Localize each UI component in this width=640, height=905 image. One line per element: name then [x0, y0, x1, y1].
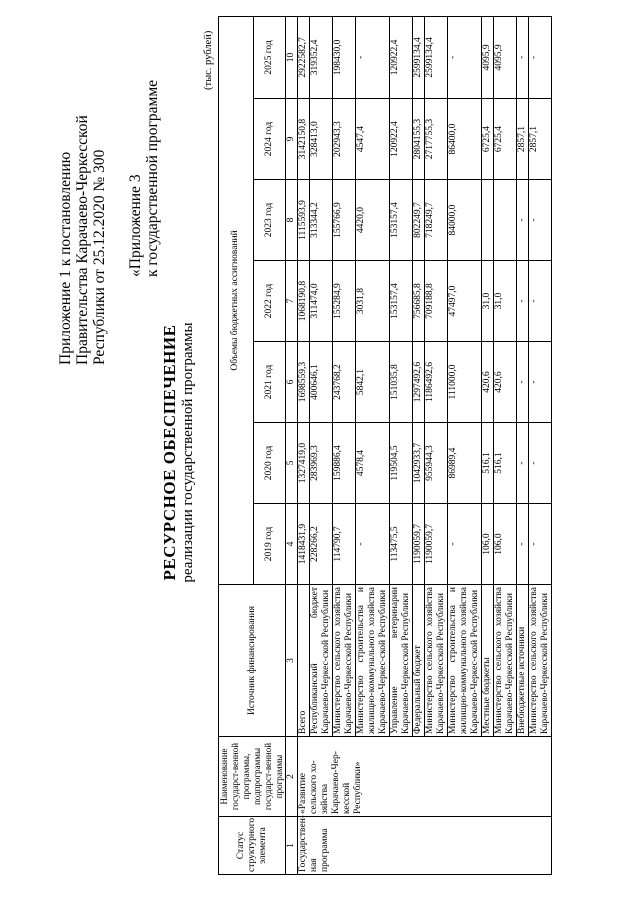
value-cell: 120922,4: [390, 99, 413, 180]
value-cell: -: [517, 16, 529, 98]
value-cell: 6725,4: [494, 99, 517, 180]
value-cell: 243768,2: [333, 342, 356, 423]
value-cell: 313344,2: [310, 180, 333, 261]
value-cell: -: [529, 180, 552, 261]
value-cell: 516,1: [494, 423, 517, 504]
value-cell: 2857,1: [517, 99, 529, 180]
funding-source-cell: Федеральный бюджет: [413, 585, 425, 737]
value-cell: 4578,4: [356, 423, 390, 504]
value-cell: 400646,1: [310, 342, 333, 423]
funding-source-cell: Внебюджетные источники: [517, 585, 529, 737]
funding-source-cell: Министерство сельского хозяйства Карачаево-Черкесской Республики: [529, 585, 552, 737]
annex-line-1: «Приложение 3: [127, 174, 144, 277]
value-cell: -: [517, 261, 529, 342]
value-cell: 1327419,0: [298, 423, 310, 504]
value-cell: 1418431,9: [298, 504, 310, 585]
value-cell: 202943,3: [333, 99, 356, 180]
value-cell: -: [356, 504, 390, 585]
column-number: 3: [286, 585, 298, 737]
value-cell: 5842,1: [356, 342, 390, 423]
value-cell: 1068190,8: [298, 261, 310, 342]
value-cell: 4095,9: [494, 16, 517, 98]
value-cell: -: [448, 16, 482, 98]
resource-table: [218, 16, 552, 875]
value-cell: 228266,2: [310, 504, 333, 585]
value-cell: 4095,9: [482, 16, 494, 98]
value-cell: 111000,0: [448, 342, 482, 423]
funding-source-cell: Министерство строительства и жилищно-коммунального хозяйства Карачаево-Черкес-ской Республики: [356, 585, 390, 737]
header-year: 2023 год: [253, 180, 285, 261]
value-cell: 3142150,8: [298, 99, 310, 180]
value-cell: -: [529, 342, 552, 423]
value-cell: 420,6: [482, 342, 494, 423]
annex-line-2: к государственной программе: [144, 79, 161, 277]
value-cell: 718249,7: [425, 180, 448, 261]
table-row: [298, 16, 310, 874]
header-status: Статус структурного элемента: [219, 817, 286, 875]
value-cell: 756685,8: [413, 261, 425, 342]
value-cell: 319352,4: [310, 16, 333, 98]
value-cell: 31,0: [482, 261, 494, 342]
header-year: 2021 год: [253, 342, 285, 423]
value-cell: 802249,7: [413, 180, 425, 261]
value-cell: 328413,0: [310, 99, 333, 180]
value-cell: 420,6: [494, 342, 517, 423]
column-number: 6: [286, 342, 298, 423]
value-cell: 106,0: [494, 504, 517, 585]
header-year: 2022 год: [253, 261, 285, 342]
funding-source-cell: Управление ветеринарии Карачаево-Черкесской Республики: [390, 585, 413, 737]
value-cell: 1190059,7: [413, 504, 425, 585]
value-cell: 1698559,3: [298, 342, 310, 423]
status-cell: Государствен-ная программа: [298, 817, 552, 875]
value-cell: -: [517, 423, 529, 504]
value-cell: -: [517, 342, 529, 423]
value-cell: -: [356, 16, 390, 98]
value-cell: 4547,4: [356, 99, 390, 180]
column-number: 9: [286, 99, 298, 180]
value-cell: 119504,5: [390, 423, 413, 504]
decree-line-1: Приложение 1 к постановлению: [57, 151, 74, 365]
value-cell: 4420,0: [356, 180, 390, 261]
value-cell: 114790,7: [333, 504, 356, 585]
value-cell: -: [517, 180, 529, 261]
value-cell: 155284,9: [333, 261, 356, 342]
page-title: РЕСУРСНОЕ ОБЕСПЕЧЕНИЕ: [160, 324, 179, 581]
value-cell: [482, 180, 494, 261]
decree-line-3: Республики от 25.12.2020 № 300: [91, 149, 108, 365]
value-cell: -: [529, 16, 552, 98]
value-cell: 1115593,9: [298, 180, 310, 261]
value-cell: -: [529, 504, 552, 585]
funding-source-cell: Всего: [298, 585, 310, 737]
header-source: Источник финансирования: [219, 585, 286, 737]
value-cell: 155766,9: [333, 180, 356, 261]
program-name-cell: «Развитие сельского хо-зяйства Карачаево-Чер-кесской Республики»: [298, 737, 552, 817]
value-cell: 1190059,7: [425, 504, 448, 585]
value-cell: 2717755,3: [425, 99, 448, 180]
value-cell: 86989,4: [448, 423, 482, 504]
value-cell: 6725,4: [482, 99, 494, 180]
value-cell: 153157,4: [390, 261, 413, 342]
value-cell: 311474,0: [310, 261, 333, 342]
value-cell: 1042933,7: [413, 423, 425, 504]
value-cell: 2857,1: [529, 99, 552, 180]
value-cell: [494, 180, 517, 261]
column-number: 5: [286, 423, 298, 504]
column-number: 8: [286, 180, 298, 261]
value-cell: 113475,5: [390, 504, 413, 585]
value-cell: 84000,0: [448, 180, 482, 261]
column-number: 4: [286, 504, 298, 585]
value-cell: -: [529, 423, 552, 504]
value-cell: 151035,8: [390, 342, 413, 423]
header-program-name: Наименование государст-венной программы, подпрограммы государст-венной программы: [219, 737, 286, 817]
decree-line-2: Правительства Карачаево-Черкесской: [74, 115, 91, 365]
value-cell: -: [517, 504, 529, 585]
column-number: 2: [286, 737, 298, 817]
value-cell: -: [529, 261, 552, 342]
value-cell: 955944,3: [425, 423, 448, 504]
value-cell: 153157,4: [390, 180, 413, 261]
funding-source-cell: Местные бюджеты: [482, 585, 494, 737]
funding-source-cell: Министерство сельского хозяйства Карачаево-Черкесской Республики: [425, 585, 448, 737]
header-volumes: Объемы бюджетных ассигнований: [219, 16, 254, 584]
page-subtitle: реализации государственной программы: [180, 322, 196, 583]
value-cell: 31,0: [494, 261, 517, 342]
header-year: 2025 год: [253, 16, 285, 98]
value-cell: 2599134,4: [425, 16, 448, 98]
header-year: 2019 год: [253, 504, 285, 585]
value-cell: 47497,0: [448, 261, 482, 342]
funding-source-cell: Министерство сельского хозяйства Карачаево-Черкесской Республики: [494, 585, 517, 737]
table-body: [298, 16, 552, 874]
value-cell: 3031,8: [356, 261, 390, 342]
value-cell: 120922,4: [390, 16, 413, 98]
value-cell: 106,0: [482, 504, 494, 585]
value-cell: 2599134,4: [413, 16, 425, 98]
value-cell: 283969,3: [310, 423, 333, 504]
value-cell: 2922582,7: [298, 16, 310, 98]
header-year: 2020 год: [253, 423, 285, 504]
column-number: 1: [286, 817, 298, 875]
funding-source-cell: Министерство сельского хозяйства Карачаево-Черкесской Республики: [333, 585, 356, 737]
value-cell: 516,1: [482, 423, 494, 504]
value-cell: 2804155,3: [413, 99, 425, 180]
funding-source-cell: Министерство строительства и жилищно-коммунального хозяйства Карачаево-Черкес-ской Республики: [448, 585, 482, 737]
value-cell: 86400,0: [448, 99, 482, 180]
value-cell: 198430,0: [333, 16, 356, 98]
value-cell: 709188,8: [425, 261, 448, 342]
funding-source-cell: Республиканский бюджет Карачаево-Черкес-ской Республики: [310, 585, 333, 737]
value-cell: 1186492,6: [425, 342, 448, 423]
column-number: 10: [286, 16, 298, 98]
header-year: 2024 год: [253, 99, 285, 180]
value-cell: 159886,4: [333, 423, 356, 504]
units-note: (тыс. рублей): [203, 30, 214, 90]
column-number: 7: [286, 261, 298, 342]
value-cell: -: [448, 504, 482, 585]
value-cell: 1297492,6: [413, 342, 425, 423]
